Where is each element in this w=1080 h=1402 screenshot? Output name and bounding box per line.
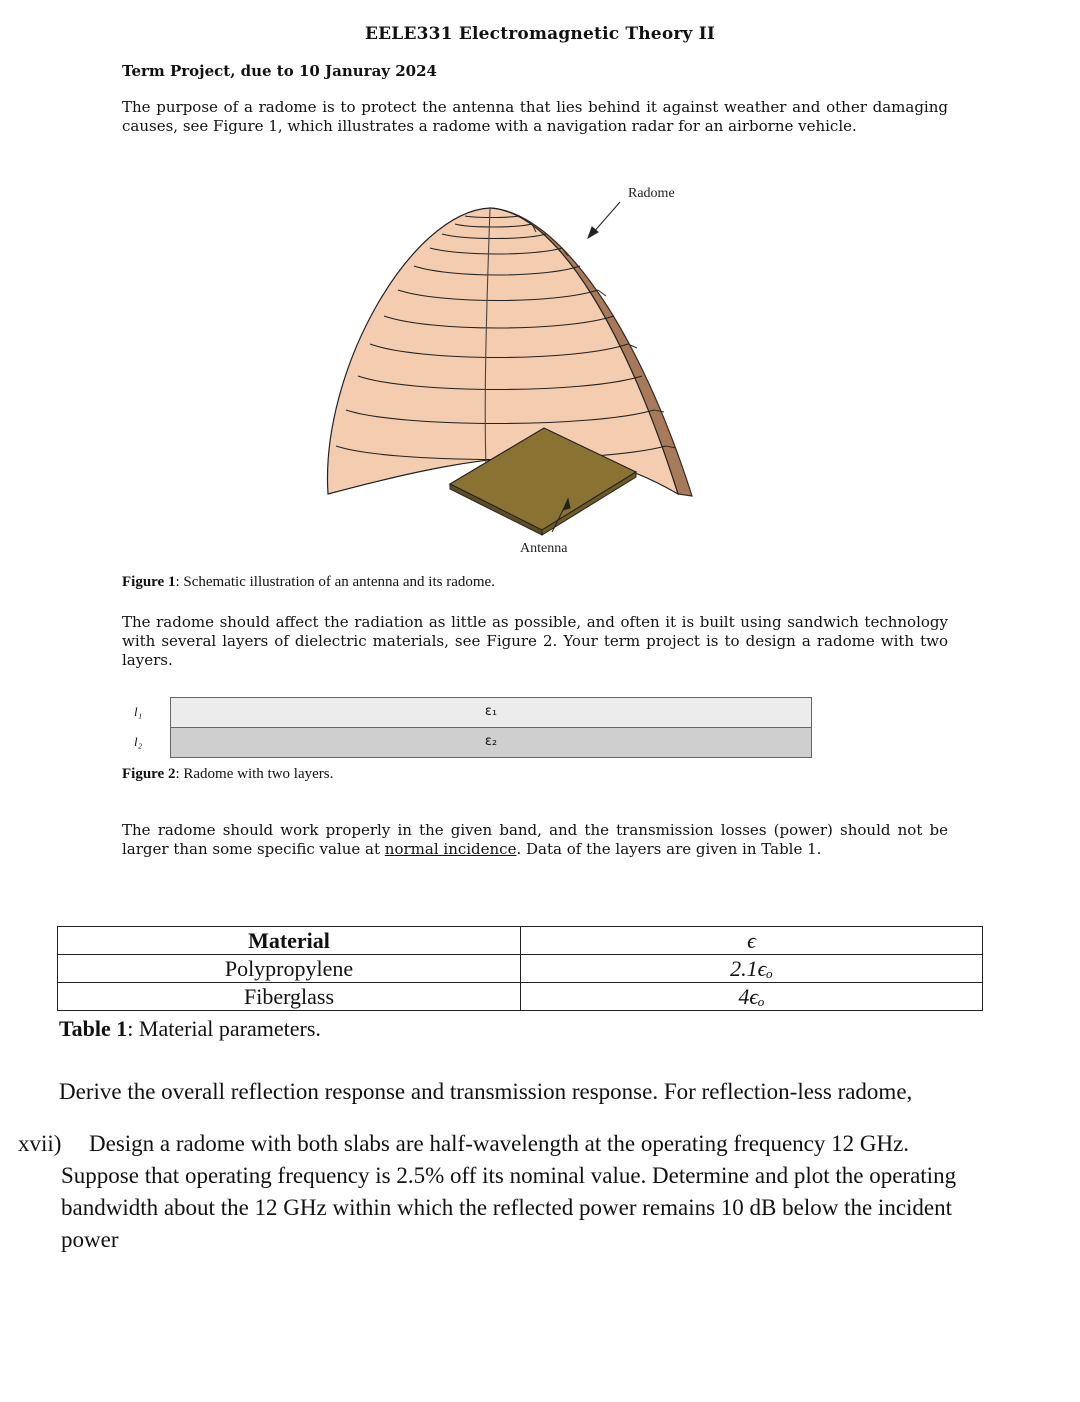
- figure2-caption: Figure 2: Radome with two layers.: [122, 766, 334, 782]
- radome-figure: [300, 172, 740, 564]
- layer2-thickness-label: l₂: [134, 734, 143, 749]
- item-first-line: Design a radome with both slabs are half-wavelength at the operating frequency 12 GHz.: [89, 1131, 910, 1156]
- header-material: Material: [58, 927, 521, 955]
- document-title: EELE331 Electromagnetic Theory II: [364, 24, 716, 44]
- table-row: [58, 955, 983, 983]
- cell-permittivity: 2.1ϵₒ: [521, 955, 983, 983]
- radome-label: Radome: [628, 186, 675, 201]
- requirements-paragraph: The radome should work properly in the given band, and the transmission losses (power) should not be larger than some specific value at normal incidence. Data of the layers are given in Table 1.: [122, 821, 948, 858]
- table-row: [58, 983, 983, 1011]
- project-subtitle: Term Project, due to 10 Januray 2024: [122, 62, 437, 80]
- radome-layer-1: [170, 697, 812, 728]
- antenna-label: Antenna: [520, 541, 568, 556]
- table1-caption: Table 1: Material parameters.: [59, 1016, 321, 1041]
- layer1-thickness-label: l₁: [134, 704, 143, 719]
- header-epsilon: ϵ: [521, 927, 983, 955]
- item-body: Suppose that operating frequency is 2.5% off its nominal value. Determine and plot the operating bandwidth about the 12 GHz within which the reflected power remains 10 dB below the incident power: [61, 1163, 957, 1252]
- cell-permittivity: 4ϵₒ: [521, 983, 983, 1011]
- sandwich-paragraph: The radome should affect the radiation as little as possible, and often it is built using sandwich technology with several layers of dielectric materials, see Figure 2. Your term project is to design a radome with two layers.: [122, 613, 948, 669]
- cell-material: Fiberglass: [58, 983, 521, 1011]
- normal-incidence-term: normal incidence: [384, 840, 517, 858]
- material-table: [57, 926, 983, 1011]
- intro-paragraph: The purpose of a radome is to protect the antenna that lies behind it against weather and other damaging causes, see Figure 1, which illustrates a radome with a navigation radar for an airborne vehicle.: [122, 98, 948, 135]
- layer1-permittivity: ε₁: [484, 704, 498, 719]
- figure1-caption: Figure 1: Schematic illustration of an antenna and its radome.: [122, 574, 495, 590]
- table-header-row: [58, 927, 983, 955]
- radome-layer-2: [170, 727, 812, 758]
- radome-arrow: [588, 202, 620, 238]
- item-number: xvii): [18, 1131, 62, 1156]
- derive-statement: Derive the overall reflection response and transmission response. For reflection-less radome,: [59, 1079, 913, 1104]
- cell-material: Polypropylene: [58, 955, 521, 983]
- layer2-permittivity: ε₂: [484, 734, 498, 749]
